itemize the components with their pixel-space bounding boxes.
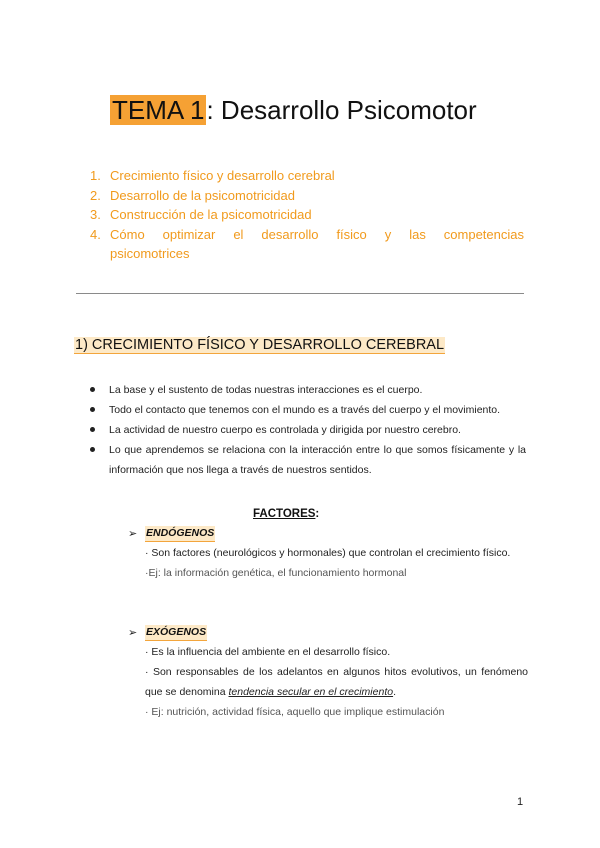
toc-number: 1.	[90, 168, 101, 183]
exogenous-line-2-end: .	[393, 686, 396, 698]
page-number: 1	[517, 796, 524, 808]
list-item	[90, 380, 526, 400]
toc-item-1	[90, 166, 524, 186]
endogenous-label: ENDÓGENOS	[145, 526, 215, 542]
title-rest: : Desarrollo Psicomotor	[206, 95, 477, 125]
exogenous-line-1: · Es la influencia del ambiente en el desarrollo físico.	[145, 646, 391, 658]
arrow-right-icon: ➢	[128, 528, 138, 540]
section-heading-text: 1) CRECIMIENTO FÍSICO Y DESARROLLO CEREBRAL	[75, 337, 445, 353]
arrow-right-icon: ➢	[128, 627, 138, 639]
bullet-dot-icon	[90, 447, 95, 452]
toc-item-2	[90, 186, 524, 206]
exogenous-group	[128, 624, 528, 722]
toc-item-3	[90, 205, 524, 225]
exogenous-label: EXÓGENOS	[145, 625, 207, 641]
exogenous-example: · Ej: nutrición, actividad física, aquello que implique estimulación	[145, 706, 445, 718]
bullet-dot-icon	[90, 387, 95, 392]
bullet-list	[90, 380, 526, 480]
toc-number: 4.	[90, 226, 101, 242]
title-highlight: TEMA 1	[112, 95, 205, 125]
toc-item-4	[90, 225, 524, 264]
exogenous-body	[145, 642, 528, 722]
toc-text: Construcción de la psicomotricidad	[110, 207, 312, 222]
exogenous-line-2	[145, 662, 528, 702]
list-item	[90, 420, 526, 440]
list-item-text: La actividad de nuestro cuerpo es controlada y dirigida por nuestro cerebro.	[109, 424, 461, 436]
list-item-text: La base y el sustento de todas nuestras interacciones es el cuerpo.	[109, 384, 423, 396]
exogenous-line-2-text: · Son responsables de los adelantos en algunos hitos evolutivos, un fenómeno que se denomina	[145, 666, 528, 698]
factors-heading	[253, 506, 319, 522]
toc-text: Cómo optimizar el desarrollo físico y las competencias psicomotrices	[110, 226, 524, 261]
factors-title: FACTORES	[253, 508, 316, 520]
page-title	[110, 92, 477, 128]
toc-text: Desarrollo de la psicomotricidad	[110, 187, 295, 203]
secular-trend-term: tendencia secular en el crecimiento	[228, 686, 394, 698]
section-heading	[74, 335, 445, 355]
toc-number: 2.	[90, 187, 101, 203]
list-item-text: Todo el contacto que tenemos con el mundo es a través del cuerpo y el movimiento.	[109, 404, 501, 416]
endogenous-group	[128, 525, 528, 583]
bullet-dot-icon	[90, 407, 95, 412]
bullet-dot-icon	[90, 427, 95, 432]
endogenous-line-1: · Son factores (neurológicos y hormonales) que controlan el crecimiento físico.	[145, 547, 511, 559]
toc-number: 3.	[90, 207, 101, 222]
table-of-contents	[90, 166, 524, 264]
endogenous-header	[128, 525, 528, 543]
endogenous-example: ·Ej: la información genética, el funcionamiento hormonal	[145, 567, 407, 579]
list-item	[90, 440, 526, 480]
toc-text: Crecimiento físico y desarrollo cerebral	[110, 168, 335, 183]
list-item-text: Lo que aprendemos se relaciona con la interacción entre lo que somos físicamente y la información que nos llega a través de nuestros sentidos.	[109, 444, 526, 476]
factors-title-suffix: :	[315, 508, 320, 520]
list-item	[90, 400, 526, 420]
horizontal-divider	[76, 293, 524, 294]
endogenous-body	[145, 543, 528, 583]
exogenous-header	[128, 624, 528, 642]
